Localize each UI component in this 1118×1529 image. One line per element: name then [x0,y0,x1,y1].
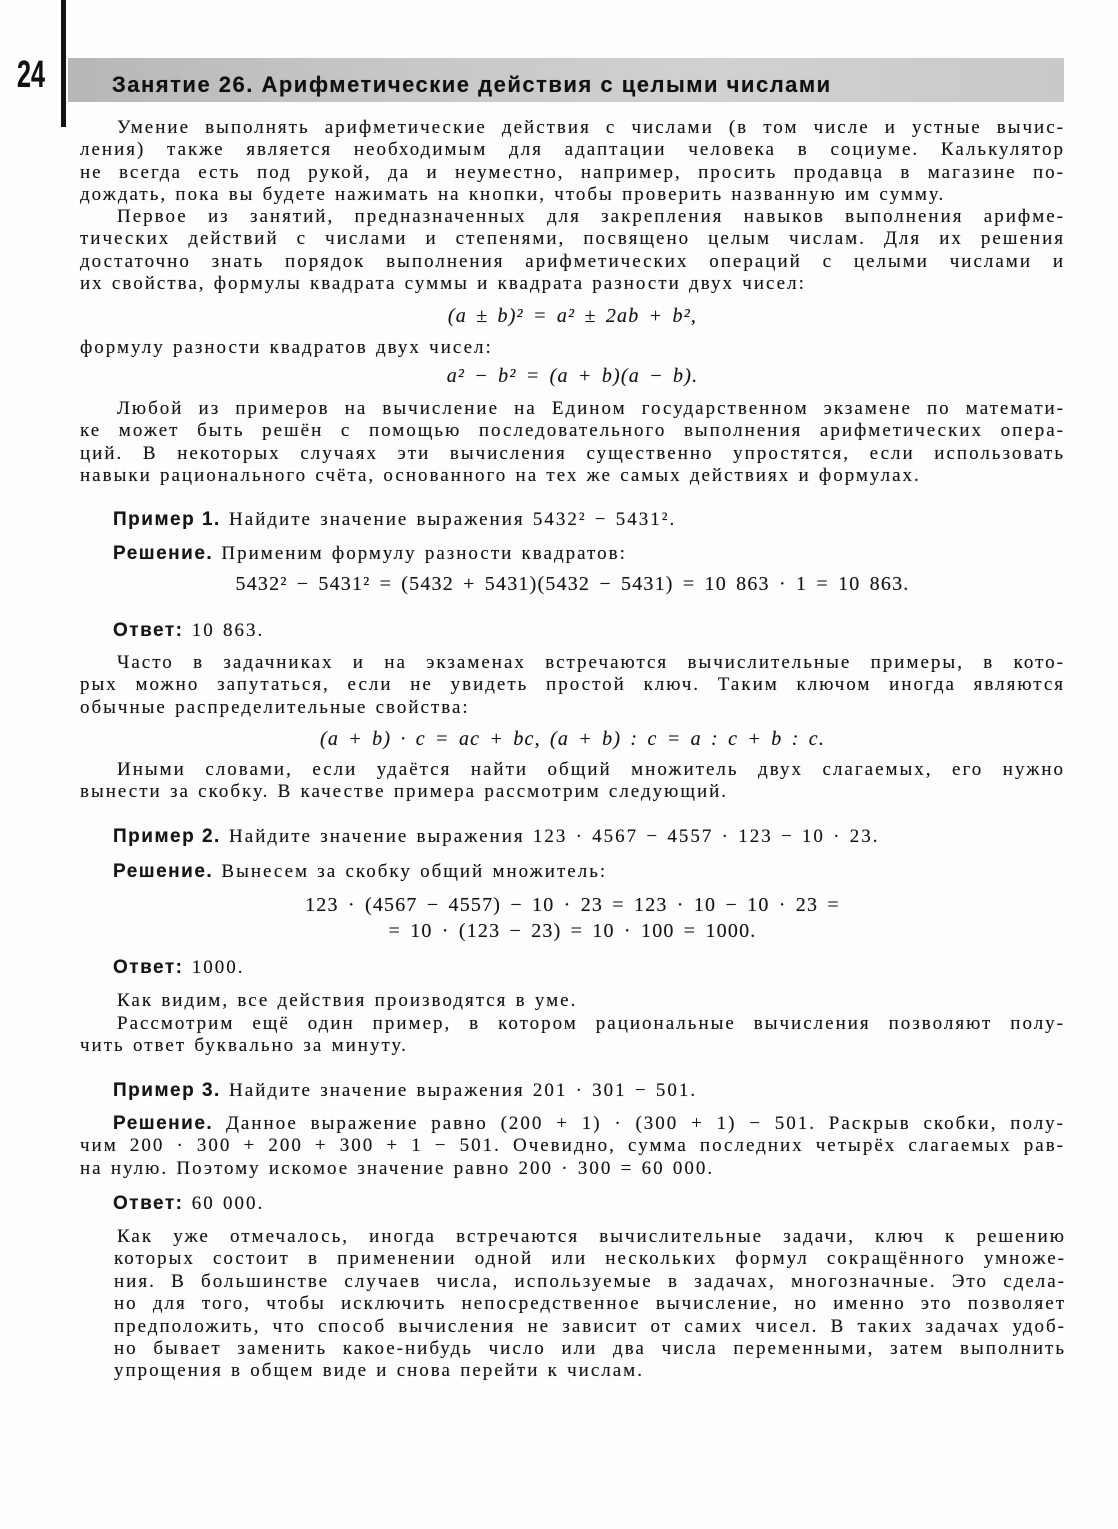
example-3-answer [80,1193,1065,1215]
text-line: упрощения в общем виде и снова перейти к числам. [114,1360,644,1382]
text-line: ций. В некоторых случаях эти вычисления существенно упростятся, если использовать [80,442,1065,464]
task-text: Найдите значение выражения 5432² − 5431². [229,509,677,530]
example-label: Пример 1. [113,509,221,530]
solution-line: на нулю. Поэтому искомое значение равно 200 · 300 = 60 000. [80,1157,715,1179]
formula-intro [80,337,1065,359]
example-3-solution [80,1113,1065,1180]
text-line: но для того, чтобы исключить непосредственное вычисление, но именно это позволяет [114,1293,1066,1315]
example-1-task [80,509,1065,531]
text-line: чить ответ буквально за минуту. [80,1035,408,1057]
solution-line [80,861,1065,883]
text-line: Как видим, все действия производятся в уме. [117,990,578,1011]
solution-text: Применим формулу разности квадратов: [221,543,627,564]
text-line: Иными словами, если удаётся найти общий множитель двух слагаемых, его нужно [117,759,1065,780]
intro-paragraph-3 [80,398,1065,488]
mental-paragraph-2 [80,1013,1065,1058]
text-line: Умение выполнять арифметические действия с числами (в том числе и устные вычис- [117,117,1065,138]
answer-label: Ответ: [113,1193,184,1214]
task-text: Найдите значение выражения 201 · 301 − 501. [229,1080,698,1101]
text-line: их свойства, формулы квадрата суммы и квадрата разности двух чисел: [80,273,806,295]
example-1-answer [80,620,1065,642]
task-line [80,1080,1065,1102]
text-line: ления) также является необходимым для адаптации человека в социуме. Калькулятор [80,139,1065,161]
solution-line [80,1113,1065,1135]
text-line: дождать, пока вы будете нажимать на кнопки, чтобы проверить названную им сумму. [80,184,946,206]
solution-label: Решение. [113,861,214,882]
distributive-paragraph [80,652,1065,719]
margin-rule [61,0,66,127]
solution-text: Вынесем за скобку общий множитель: [221,861,608,882]
text-line: которых состоит в применении одной или нескольких формул сокращённого умноже- [114,1248,1066,1270]
solution-text: Данное выражение равно (200 + 1) · (300 + 1) − 501. Раскрыв скобки, полу- [225,1113,1066,1134]
example-2-solution [80,861,1065,883]
solution-label: Решение. [113,543,214,564]
text-line: Часто в задачниках и на экзаменах встречаются вычислительные примеры, в кото- [117,652,1065,673]
answer-value: 1000. [191,957,245,978]
text-line: ке может быть решён с помощью последовательного выполнения арифметических опера- [80,420,1065,442]
text-line: вынести за скобку. В качестве примера рассмотрим следующий. [80,781,729,803]
answer-label: Ответ: [113,620,184,641]
distributive-formula: (a + b) · c = ac + bc, (a + b) : c = a : c + b : c. [319,728,826,750]
text-line: формулу разности квадратов двух чисел: [80,337,493,358]
example-2-task [80,826,1065,848]
text-line: ния. В большинстве случаев числа, используемые в задачах, многозначные. Это сдела- [114,1270,1066,1292]
text-line: достаточно знать порядок выполнения арифметических операций с целыми числами и [80,250,1065,272]
lesson-header-bar [68,58,1064,102]
lesson-title: Занятие 26. Арифметические действия с целыми числами [112,72,832,97]
example-2-formula-line-2: = 10 · (123 − 23) = 10 · 100 = 1000. [388,920,757,942]
solution-label: Решение. [113,1113,214,1134]
example-label: Пример 3. [113,1080,221,1101]
text-line: навыки рационального счёта, основанного на тех же самых действиях и формулах. [80,465,921,487]
text-line: тических действий с числами и степенями, посвящено целым числам. Для их решения [80,228,1065,250]
distributive-paragraph-after [80,759,1065,804]
answer-line [80,1193,1065,1215]
example-3-task [80,1080,1065,1102]
text-line: предположить, что способ вычисления не зависит от самих чисел. В таких задачах удоб- [114,1315,1066,1337]
answer-line [80,957,1065,979]
text-line: рых можно запутаться, если не увидеть простой ключ. Таким ключом иногда являются [80,674,1065,696]
text-line: Рассмотрим ещё один пример, в котором рациональные вычисления позволяют полу- [117,1013,1065,1034]
answer-label: Ответ: [113,957,184,978]
text-line: Первое из занятий, предназначенных для закрепления навыков выполнения арифме- [117,206,1065,227]
mental-paragraph-1 [80,990,1065,1012]
text-line: Любой из примеров на вычисление на Едином государственном экзамене по математи- [117,398,1065,419]
formula-square-of-sum: (a ± b)² = a² ± 2ab + b², [447,305,698,327]
closing-paragraph [114,1226,1066,1383]
task-text: Найдите значение выражения 123 · 4567 − 4557 · 123 − 10 · 23. [229,826,880,847]
example-1-formula: 5432² − 5431² = (5432 + 5431)(5432 − 5431) = 10 863 · 1 = 10 863. [235,573,910,595]
task-line [80,509,1065,531]
intro-paragraph-2 [80,206,1065,296]
intro-paragraph-1 [80,117,1065,207]
answer-value: 60 000. [191,1193,265,1214]
example-1-solution [80,543,1065,565]
solution-line: чим 200 · 300 + 200 + 300 + 1 − 501. Очевидно, сумма последних четырёх слагаемых рав- [80,1135,1065,1157]
answer-value: 10 863. [191,620,265,641]
page-number: 24 [17,54,45,96]
task-line [80,826,1065,848]
example-2-formula-line-1: 123 · (4567 − 4557) − 10 · 23 = 123 · 10 − 10 · 23 = [305,894,840,916]
example-label: Пример 2. [113,826,221,847]
solution-line [80,543,1065,565]
text-line: не всегда есть под рукой, да и неуместно, например, просить продавца в магазине по- [80,161,1065,183]
example-2-answer [80,957,1065,979]
text-line: но бывает заменить какое-нибудь число или два числа переменными, затем выполнить [114,1337,1066,1359]
text-line: Как уже отмечалось, иногда встречаются вычислительные задачи, ключ к решению [117,1226,1066,1247]
text-line: обычные распределительные свойства: [80,696,470,718]
answer-line [80,620,1065,642]
formula-difference-of-squares: a² − b² = (a + b)(a − b). [446,365,699,387]
